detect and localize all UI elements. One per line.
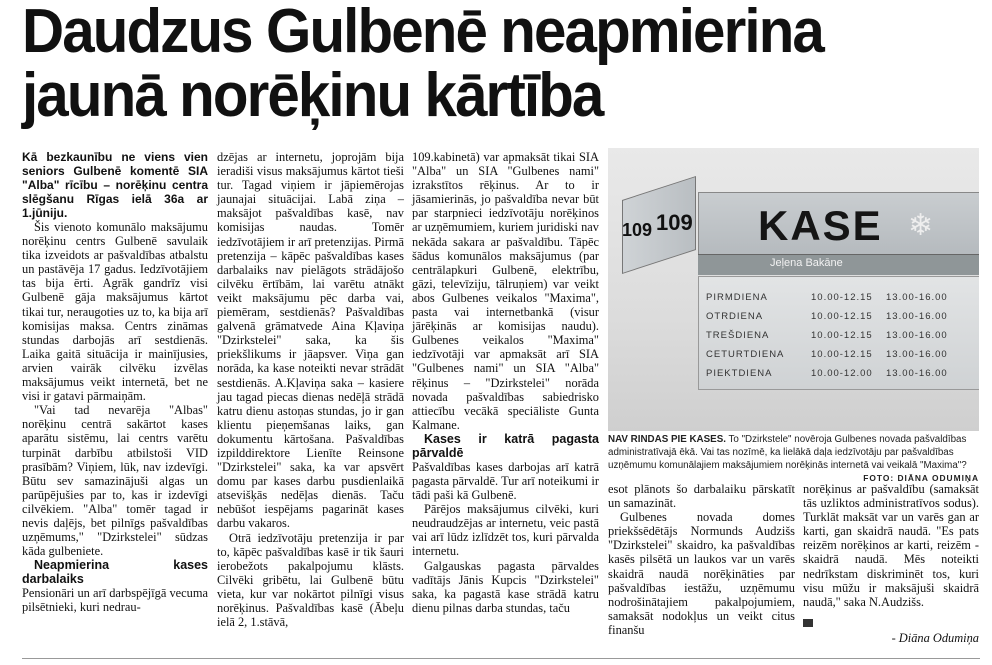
article-lead: Kā bezkaunību ne viens vien seniors Gulbenē komentē SIA "Alba" rīcību – norēķinu centra slēgšanu Rīgas ielā 36a ar 1.jūniju. — [22, 150, 208, 220]
caption-lead: NAV RINDAS PIE KASES. — [608, 434, 726, 445]
cashier-name: Jeļena Bakāne — [770, 257, 843, 269]
article-end-icon — [803, 619, 813, 627]
end-mark — [803, 615, 979, 629]
column-1 — [22, 150, 208, 614]
paragraph: esot plānots šo darbalaiku pārskatīt un samazināt. — [608, 482, 795, 511]
photo-credit: FOTO: DIĀNA ODUMIŅA — [863, 473, 979, 483]
headline — [22, 0, 924, 128]
photo-kase-sign: 109 109 KASE ❄ Jeļena Bakāne PIRMDIENA 10.00-12.15 13.00-16.00 OTRDIENA 10.00-12.15 13.00-16.00 TREŠDIENA 10.00-12.15 13.00-16.00 CETURTDIENA 10.00-12.15 13.00-16.00 PIEKTDIENA 10.00-12.00 13.00-16.00 — [608, 148, 979, 431]
paragraph: Otrā iedzīvotāju pretenzija ir par to, kāpēc pašvaldības kasē ir tik šauri ierobežots pakalpojumu klāsts. Cilvēki gribētu, lai Gulbenē būtu vieta, kur var nokārtot pilnīgi visus norēķinus. Pašvaldības kasē (Ābeļu ielā 2, 1.stāvā, — [217, 530, 404, 630]
paragraph: Šis vienoto komunālo maksājumu norēķinu centrs Gulbenē savulaik tika izveidots ar pašvaldības atbalstu un pastāvēja 17 gadus. Iedzīvotājiem tas bija ērti. Agrāk gandrīz visi Gulbenē gāja maksājumus kārtot tikai tur, neraugoties uz to, ka bija arī komisijas maksa. Centrs zināmas stundas darbojās arī sestdienās. Laika gaitā situācija ir mainījusies, arvien vairāk cilvēku izvēlas maksājumus veikt internetā, bet ne visi ir gatavi pārmaiņām. — [22, 220, 208, 404]
paragraph: "Vai tad nevarēja "Albas" norēķinu centrā sakārtot kases aparātu sistēmu, lai centrs varētu turpināt darbību atbilstoši VID prasībām? Viņiem, lūk, nav izdevīgi. Būtu sev samazinājuši algas un parūpējušies par to, kas ir izdevīgi cilvēkiem. "Alba" tomēr tagad ir nevis daļējs, bet pilnīgs pašvaldības uzņēmums," "Dzirkstelei" sūdzas kāda gulbeniete. — [22, 403, 208, 559]
headline-line-2: jaunā norēķinu kārtība — [22, 61, 603, 130]
author-signature: - Diāna Odumiņa — [891, 630, 979, 645]
paragraph: Galgauskas pagasta pārvaldes vadītājs Jānis Kupcis "Dzirkstelei" saka, ka pagastā kase strādā katru dienu pilnas darba stundas, taču — [412, 558, 599, 615]
column-2 — [217, 150, 404, 629]
snowflake-icon: ❄ — [908, 209, 934, 242]
paragraph: Gulbenes novada domes priekšsēdētājs Normunds Audzišs "Dzirkstelei" skaidro, ka pašvaldības kasēs pilsētā un laukos var un varēs skaidrā naudā norēķināties par pašvaldības iestāžu, uzņēmumu nodrošinātajiem pakalpojumiem, samaksāt nodokļus un veikt citus finanšu — [608, 510, 795, 637]
kase-sign-text: KASE — [758, 202, 883, 249]
column-4 — [608, 482, 795, 637]
paragraph: Pensionāri un arī darbspējīgā vecuma pilsētnieki, kuri nedrau- — [22, 586, 208, 615]
caption-text: To "Dzirkstele" novēroja Gulbenes novada pašvaldības administratīvajā ēkā. Vai tas nozīmē, ka lielākā daļa iedzīvotāju par pašvaldības uzņēmumu komunālajiem maksājumiem norēķinās internetā vai veikalā "Maxima"? — [608, 434, 967, 471]
subheading: Kases ir katrā pagasta pārvaldē — [412, 431, 599, 460]
headline-line-1: Daudzus Gulbenē neapmierina — [22, 0, 823, 66]
subheading: Neapmierina kases darbalaiks — [22, 558, 208, 587]
column-3 — [412, 150, 599, 615]
column-5 — [803, 482, 979, 645]
room-number-right: 109 — [656, 210, 693, 235]
paragraph: Pārējos maksājumus cilvēki, kuri neudraudzējas ar internetu, veic pastā vai arī lūdz izlīdzēt tos, kuri pārvalda internetu. — [412, 502, 599, 559]
photo-caption — [608, 433, 979, 485]
paragraph: norēķinus ar pašvaldību (samaksāt tās uzliktos administratīvos sodus). Turklāt maksāt var un varēs gan ar karti, gan skaidrā naudā. "Es pats reizēm norēķinos ar karti, reizēm - skaidrā naudā. Mēs noteikti nedrīkstam diskriminēt tos, kuri visu mūžu ir maksājuši skaidrā naudā," saka N.Audzišs. — [803, 482, 979, 609]
paragraph: Pašvaldības kases darbojas arī katrā pagasta pārvaldē. Tur arī noteikumi ir tādi paši kā Gulbenē. — [412, 459, 599, 503]
paragraph: dzējas ar internetu, joprojām bija ieradiši visus maksājumus kārtot tieši tur. Tagad viņiem ir jāpiemērojas jaunajai situācijai. Labā ziņa – maksājot pašvaldības kasē, nav komisijas naudas. Tomēr iedzīvotājiem ir arī pretenzijas. Pirmā pretenzija – kāpēc pašvaldības kases darbalaiks nav pielāgots strādājošo cilvēku ērtībām, lai varētu atnākt veikt maksājumu pēc darba vai, piemēram, sestdienās? Pašvaldības galvenā grāmatvede Aina Kļaviņa "Dzirkstelei" saka, ka šis priekšlikums ir jāapsver. Viņa gan norāda, ka kase noteikti nevar strādāt sestdienās. A.Kļaviņa saka – kasiere jau tagad piecas dienas nedēļā strādā katru dienu astoņas stundas, jo ir gan klientu pieņemšanas laiks, gan dokumentu kārtošana. Pašvaldības izpilddirektore Lienīte Reinsone "Dzirkstelei" saka, ka var apsvērt domu par kases darbu pusdienlaikā atsevišķās nedēļas dienās. Taču nebūšot iespējams pagarināt kases darbu vakaros. — [217, 150, 404, 531]
bottom-rule — [22, 658, 980, 659]
room-number-left: 109 — [622, 220, 653, 240]
paragraph: 109.kabinetā) var apmaksāt tikai SIA "Alba" un SIA "Gulbenes nami" izrakstītos rēķinus. Ar to ir jāsamierinās, jo pašvaldība nevar būt par starpnieci iedzīvotāju norēķinos ar uzņēmumiem, kuriem juridiski nav nekāda sakara ar pašvaldību. Tāpēc šādus komunālos maksājumus (par centrālapkuri Gulbenē, elektrību, gāzi, televīziju, tālruņiem) var veikt abos Gulbenes veikalos "Maxima", pasta vai internetbankā (visur jārēķinās ar komisijas naudu). Gulbenes veikalos "Maxima" iedzīvotāji var apmaksāt arī SIA "Gulbenes nami" un SIA "Alba" rēķinus – "Dzirkstelei" norāda novada pašvaldības sabiedrisko attiecību vecākā speciāliste Gunta Kalmane. — [412, 150, 599, 432]
